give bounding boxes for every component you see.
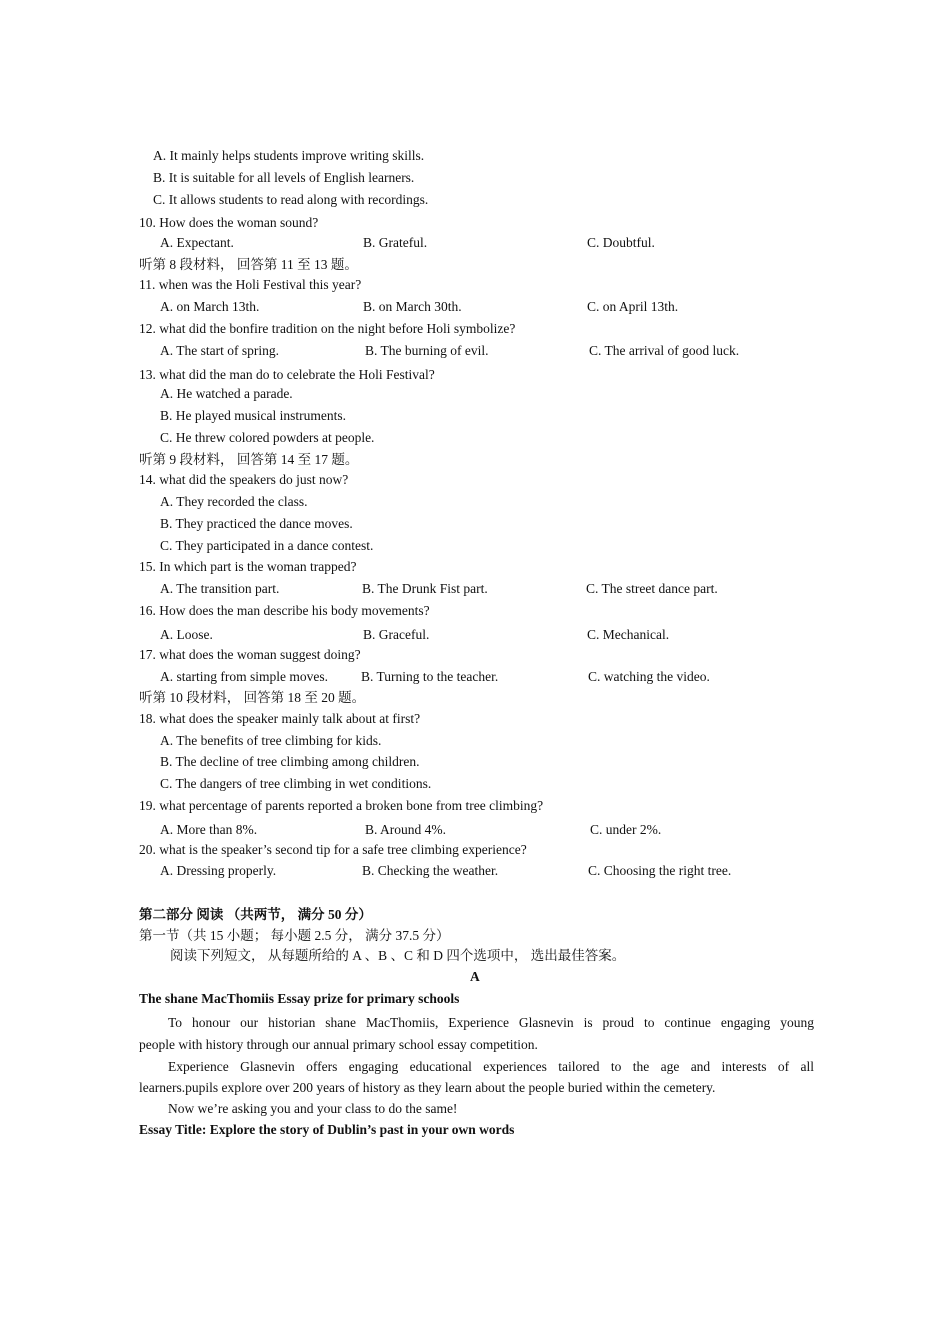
q14-option-c: C. They participated in a dance contest. — [160, 538, 374, 553]
part-2-heading: 第二部分 阅读 （共两节， 满分 50 分） — [139, 907, 372, 922]
paragraph-1-line-1: To honour our historian shane MacThomiis, Experience Glasnevin is proud to continue engaging young — [168, 1015, 814, 1030]
q16-option-a: A. Loose. — [160, 627, 213, 642]
paragraph-2-line-2: learners.pupils explore over 200 years of history as they learn about the people buried within the cemetery. — [139, 1080, 716, 1095]
section-9-instruction: 听第 9 段材料， 回答第 14 至 17 题。 — [139, 452, 359, 467]
q10-option-a: A. Expectant. — [160, 235, 234, 250]
q13-option-b: B. He played musical instruments. — [160, 408, 346, 423]
q12-stem: 12. what did the bonfire tradition on the night before Holi symbolize? — [139, 321, 516, 336]
q20-option-c: C. Choosing the right tree. — [588, 863, 732, 878]
q13-stem: 13. what did the man do to celebrate the Holi Festival? — [139, 367, 435, 382]
q15-option-c: C. The street dance part. — [586, 581, 718, 596]
q19-option-b: B. Around 4%. — [365, 822, 446, 837]
q19-option-c: C. under 2%. — [590, 822, 662, 837]
q14-option-b: B. They practiced the dance moves. — [160, 516, 353, 531]
q12-option-b: B. The burning of evil. — [365, 343, 489, 358]
q12-option-a: A. The start of spring. — [160, 343, 279, 358]
essay-title: Essay Title: Explore the story of Dublin’s past in your own words — [139, 1122, 515, 1137]
q17-option-a: A. starting from simple moves. — [160, 669, 328, 684]
section-10-instruction: 听第 10 段材料， 回答第 18 至 20 题。 — [139, 690, 366, 705]
q18-option-c: C. The dangers of tree climbing in wet conditions. — [160, 776, 432, 791]
q16-option-b: B. Graceful. — [363, 627, 430, 642]
q19-option-a: A. More than 8%. — [160, 822, 258, 837]
q15-stem: 15. In which part is the woman trapped? — [139, 559, 357, 574]
section-1-heading: 第一节（共 15 小题； 每小题 2.5 分， 满分 37.5 分） — [139, 928, 450, 943]
q14-stem: 14. what did the speakers do just now? — [139, 472, 349, 487]
q17-stem: 17. what does the woman suggest doing? — [139, 647, 361, 662]
q11-option-a: A. on March 13th. — [160, 299, 260, 314]
paragraph-1-line-2: people with history through our annual primary school essay competition. — [139, 1037, 538, 1052]
q20-option-a: A. Dressing properly. — [160, 863, 277, 878]
q13-option-c: C. He threw colored powders at people. — [160, 430, 375, 445]
q12-option-c: C. The arrival of good luck. — [589, 343, 740, 358]
q9-option-a: A. It mainly helps students improve writing skills. — [153, 148, 425, 163]
q11-option-c: C. on April 13th. — [587, 299, 679, 314]
section-8-instruction: 听第 8 段材料， 回答第 11 至 13 题。 — [139, 257, 358, 272]
q9-option-c: C. It allows students to read along with recordings. — [153, 192, 429, 207]
q9-option-b: B. It is suitable for all levels of English learners. — [153, 170, 415, 185]
q19-stem: 19. what percentage of parents reported a broken bone from tree climbing? — [139, 798, 544, 813]
q15-option-b: B. The Drunk Fist part. — [362, 581, 488, 596]
q11-option-b: B. on March 30th. — [363, 299, 462, 314]
q18-stem: 18. what does the speaker mainly talk about at first? — [139, 711, 421, 726]
q10-option-c: C. Doubtful. — [587, 235, 655, 250]
q16-option-c: C. Mechanical. — [587, 627, 670, 642]
q11-stem: 11. when was the Holi Festival this year? — [139, 277, 362, 292]
q10-stem: 10. How does the woman sound? — [139, 215, 319, 230]
q18-option-b: B. The decline of tree climbing among children. — [160, 754, 420, 769]
q14-option-a: A. They recorded the class. — [160, 494, 308, 509]
passage-title: The shane MacThomiis Essay prize for primary schools — [139, 991, 460, 1006]
paragraph-3: Now we’re asking you and your class to do the same! — [168, 1101, 458, 1116]
q20-option-b: B. Checking the weather. — [362, 863, 499, 878]
paragraph-2-line-1: Experience Glasnevin offers engaging educational experiences tailored to the age and interests of all — [168, 1059, 814, 1074]
q10-option-b: B. Grateful. — [363, 235, 428, 250]
q17-option-b: B. Turning to the teacher. — [361, 669, 499, 684]
q17-option-c: C. watching the video. — [588, 669, 710, 684]
q13-option-a: A. He watched a parade. — [160, 386, 293, 401]
q15-option-a: A. The transition part. — [160, 581, 280, 596]
reading-instruction: 阅读下列短文， 从每题所给的 A 、B 、C 和 D 四个选项中， 选出最佳答案。 — [170, 948, 626, 963]
q16-stem: 16. How does the man describe his body movements? — [139, 603, 430, 618]
q20-stem: 20. what is the speaker’s second tip for a safe tree climbing experience? — [139, 842, 527, 857]
passage-letter: A — [470, 969, 480, 984]
q18-option-a: A. The benefits of tree climbing for kids. — [160, 733, 382, 748]
